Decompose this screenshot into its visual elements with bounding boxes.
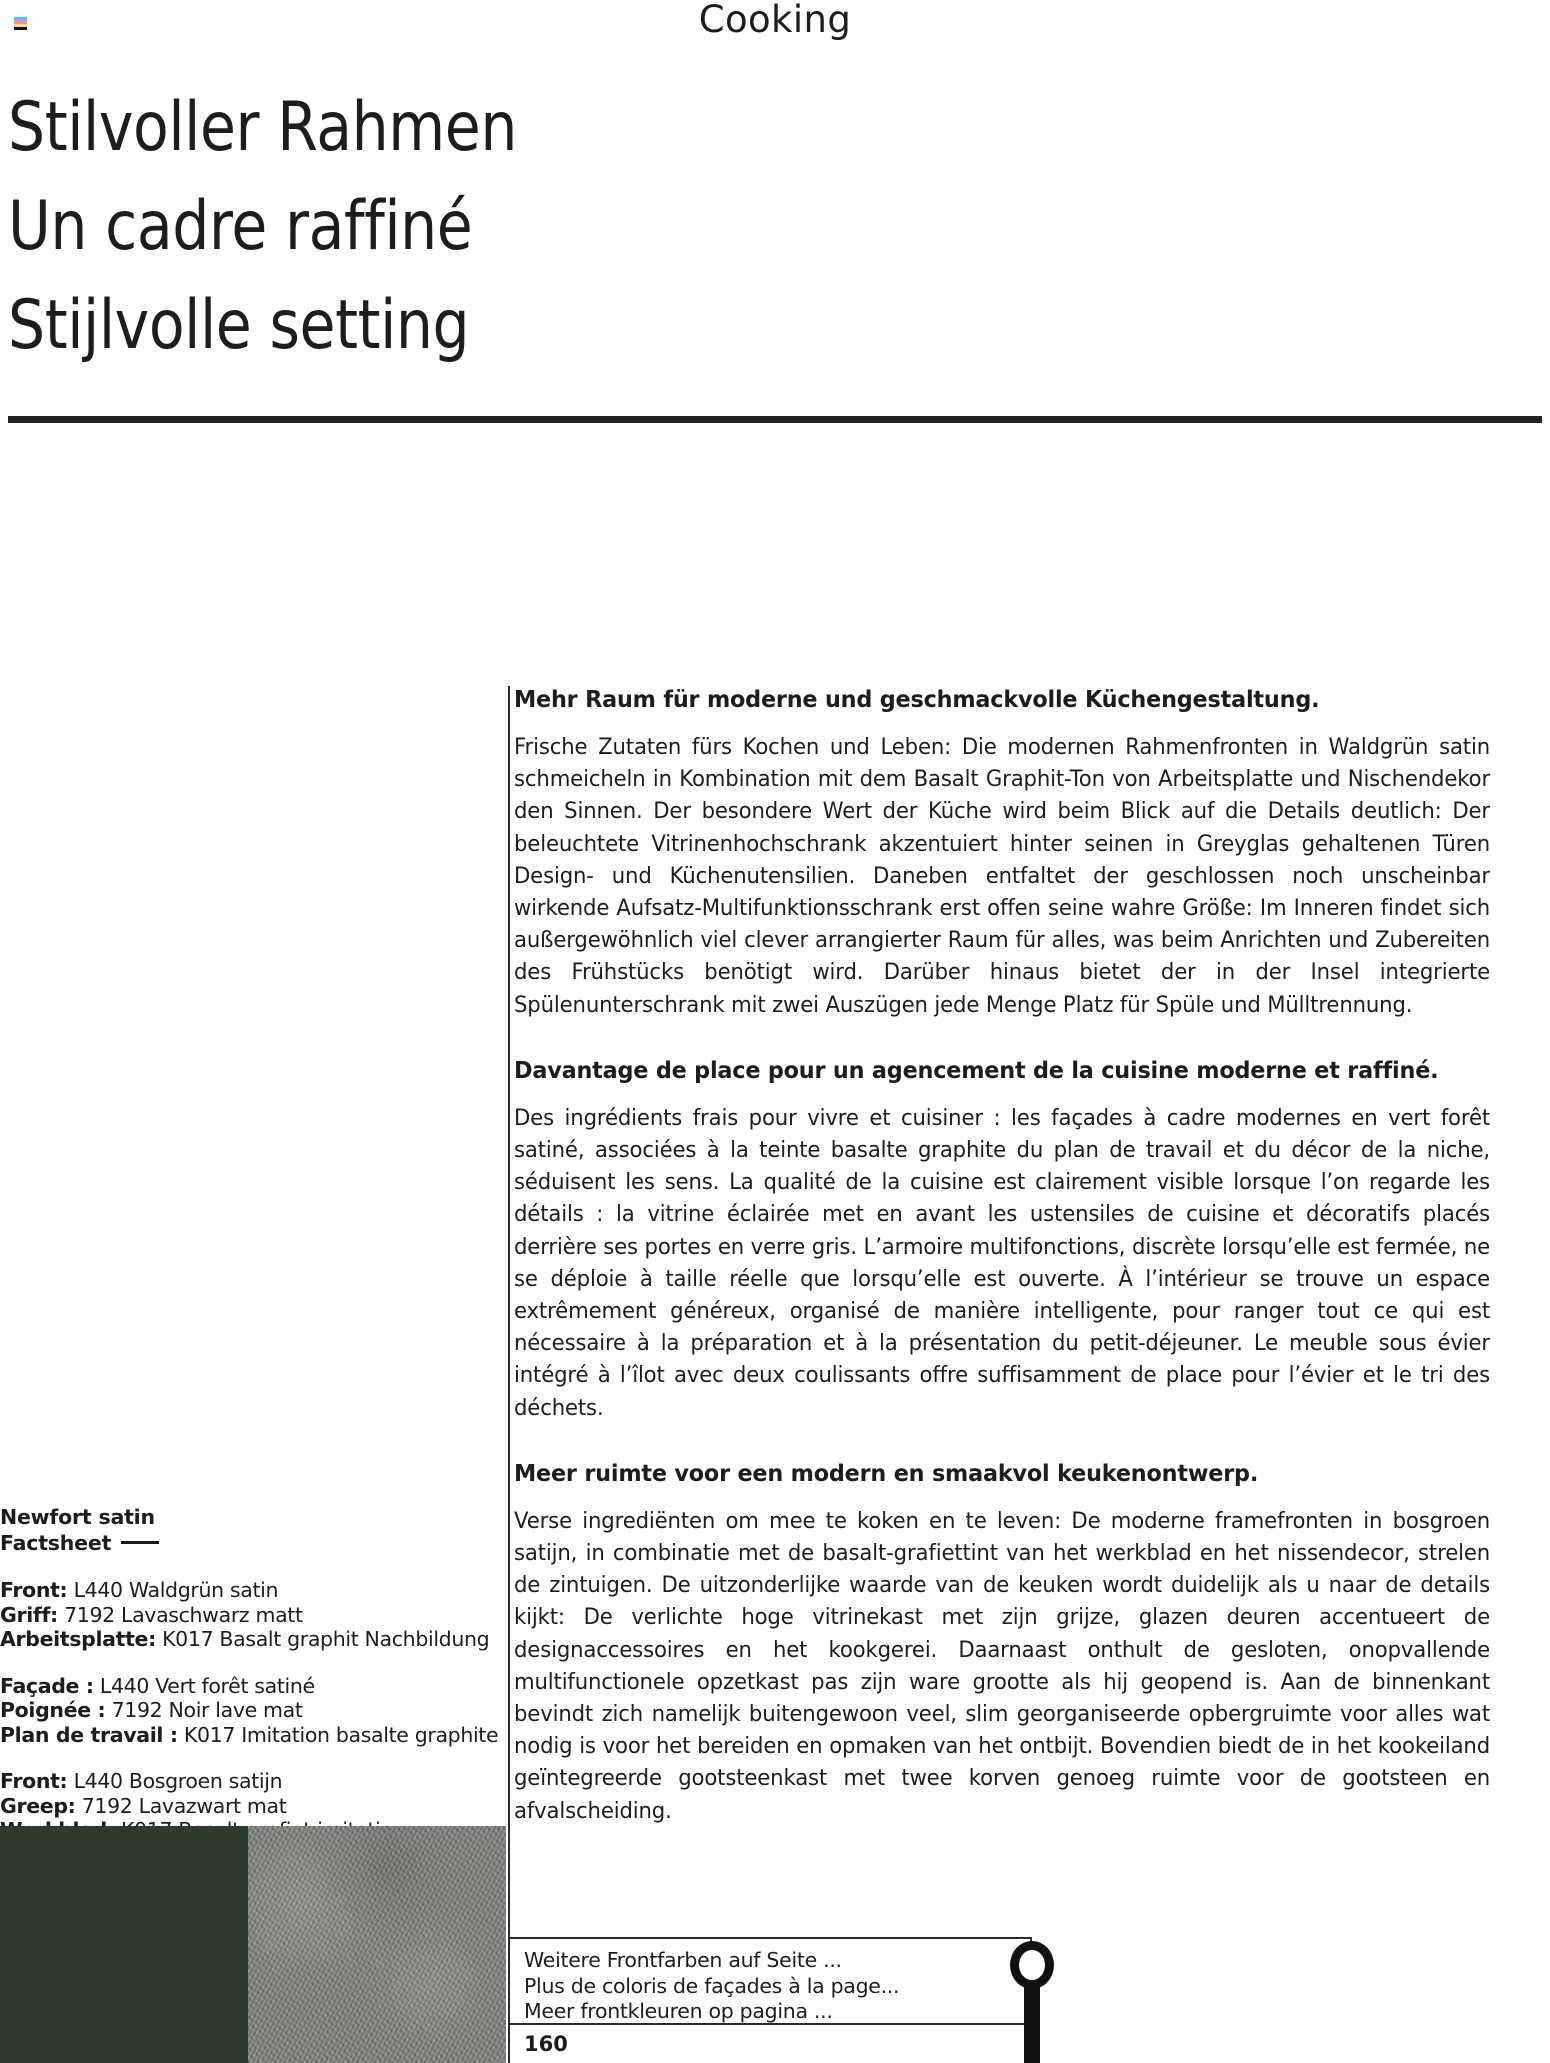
- waldgruen-satin-swatch: [0, 1826, 248, 2063]
- section-body-nl: Verse ingrediënten om mee te koken en te leven: De moderne framefronten in bosgroen satijn, in combinatie met de basalt-grafiettint van het werkblad en het nissendecor, strelen de zintuigen. De uitzonderlijke waarde van de keuken wordt duidelijk als u naar de details kijkt: De verlichte hoge vitrinekast met zijn grijze, glazen deuren accentueert de designaccessoires en het kookgerei. Daarnaast onthult de gesloten, onopvallende multifunctionele opzetkast pas zijn ware grootte als hij geopend is. Aan de binnenkant bevindt zich namelijk buitengewoon veel, slim georganiseerde opbergruimte voor alles wat nodig is voor het bereiden en opmaken van het ontbijt. Bovendien biedt de in het kookeiland geïntegreerde gootsteenkast met twee korven genoeg ruimte voor de gootsteen en afvalscheiding.: [514, 1507, 1491, 1824]
- factsheet-key: Front:: [0, 1578, 68, 1602]
- section-heading-fr: Davantage de place pour un agencement de la cuisine moderne et raffiné.: [514, 1055, 1439, 1084]
- headline-line-de: Stilvoller Rahmen: [8, 88, 517, 167]
- factsheet-key: Plan de travail :: [0, 1722, 178, 1747]
- reference-line-fr: Plus de coloris de façades à la page...: [524, 1973, 900, 1998]
- headline-divider-rule: [8, 416, 1542, 423]
- factsheet-value: K017 Basalt graphit Nachbildung: [162, 1627, 490, 1651]
- reference-note-box: [508, 1937, 1032, 2025]
- factsheet-key: Arbeitsplatte:: [0, 1627, 156, 1651]
- section-body-fr: Des ingrédients frais pour vivre et cuisiner : les façades à cadre modernes en vert forêt satiné, associées à la teinte basalte graphite du plan de travail et du décor de la niche, séduisent les sens. La qualité de la cuisine est clairement visible lorsque l’on regarde les détails : la vitrine éclairée met en avant les ustensiles de cuisine et décoratifs placés derrière ses portes en verre gris. L’armoire multifonctions, discrète lorsqu’elle est fermée, ne se déploie à taille réelle que lorsqu’elle est ouverte. À l’intérieur se trouve un espace extrêmement généreux, organisé de manière intelligente, pour ranger tout ce qui est nécessaire à la préparation et à la présentation du petit-déjeuner. Le meuble sous évier intégré à l’îlot avec deux coulissants offre suffisamment de place pour l’évier et le tri des déchets.: [514, 1104, 1491, 1421]
- factsheet-value: K017 Imitation basalte graphite: [183, 1722, 499, 1747]
- reference-line-de: Weitere Frontfarben auf Seite ...: [524, 1948, 842, 1972]
- factsheet-value: 7192 Noir lave mat: [111, 1698, 303, 1722]
- factsheet-title-label: Factsheet: [0, 1530, 112, 1555]
- factsheet-key: Poignée :: [0, 1698, 106, 1722]
- factsheet-panel: [0, 1505, 500, 1843]
- body-text-column: [514, 684, 1536, 1827]
- factsheet-row: [0, 1723, 500, 1748]
- factsheet-value: L440 Bosgroen satijn: [73, 1769, 283, 1793]
- factsheet-key: Griff:: [0, 1602, 58, 1627]
- factsheet-row: [0, 1698, 500, 1723]
- basalt-texture-overlay: [248, 1826, 506, 2063]
- page-number: 160: [524, 2032, 568, 2056]
- factsheet-title: [0, 1505, 500, 1556]
- factsheet-title-dash: [121, 1541, 159, 1544]
- material-swatch-strip: [0, 1826, 506, 2063]
- factsheet-row: [0, 1794, 500, 1819]
- section-heading-de: Mehr Raum für moderne und geschmackvolle Küchengestaltung.: [514, 685, 1320, 713]
- magnifier-icon: [1000, 1941, 1064, 2063]
- factsheet-value: L440 Waldgrün satin: [73, 1578, 279, 1602]
- section-body-de: Frische Zutaten fürs Kochen und Leben: Die modernen Rahmenfronten in Waldgrün satin schmeicheln in Kombination mit dem Basalt Graphit-Ton von Arbeitsplatte und Nischendekor den Sinnen. Der besondere Wert der Küche wird beim Blick auf die Details deutlich: Der beleuchtete Vitrinenhochschrank akzentuiert hinter seinen in Greyglas gehaltenen Türen Design- und Küchenutensilien. Daneben entfaltet der geschlossen noch unscheinbar wirkende Aufsatz-Multifunktionsschrank erst offen seine wahre Größe: Im Inneren findet sich außergewöhnlich viel clever arrangierter Raum für alles, was beim Anrichten und Zubereiten des Frühstücks benötigt wird. Darüber hinaus bietet der in der Insel integrierte Spülenunterschrank mit zwei Auszügen jede Menge Platz für Spüle und Mülltrennung.: [514, 734, 1491, 1018]
- factsheet-row: [0, 1674, 500, 1699]
- reference-line-nl: Meer frontkleuren op pagina ...: [524, 1999, 833, 2023]
- body-column-divider: [508, 686, 510, 1968]
- factsheet-group-de: [0, 1578, 500, 1652]
- magnifier-handle: [1024, 1987, 1040, 2063]
- magnifier-lens: [1010, 1941, 1054, 1989]
- page-headline: [8, 78, 1208, 375]
- factsheet-title-product: Newfort satin: [0, 1505, 155, 1529]
- factsheet-row: [0, 1627, 500, 1652]
- factsheet-value: 7192 Lavazwart mat: [81, 1793, 287, 1818]
- factsheet-key: Front:: [0, 1769, 68, 1793]
- page-number-box: [508, 2023, 1032, 2063]
- factsheet-row: [0, 1578, 500, 1603]
- factsheet-group-fr: [0, 1674, 500, 1748]
- factsheet-row: [0, 1603, 500, 1628]
- factsheet-value: L440 Vert forêt satiné: [99, 1673, 315, 1698]
- basalt-graphit-swatch: [248, 1826, 506, 2063]
- factsheet-row: [0, 1769, 500, 1794]
- factsheet-key: Greep:: [0, 1793, 76, 1818]
- headline-line-nl: Stijlvolle setting: [8, 286, 470, 365]
- running-header-title: Cooking: [698, 0, 852, 41]
- headline-line-fr: Un cadre raffiné: [8, 187, 473, 266]
- section-heading-nl: Meer ruimte voor een modern en smaakvol keukenontwerp.: [514, 1458, 1259, 1487]
- factsheet-value: 7192 Lavaschwarz matt: [64, 1602, 303, 1627]
- factsheet-key: Façade :: [0, 1673, 94, 1698]
